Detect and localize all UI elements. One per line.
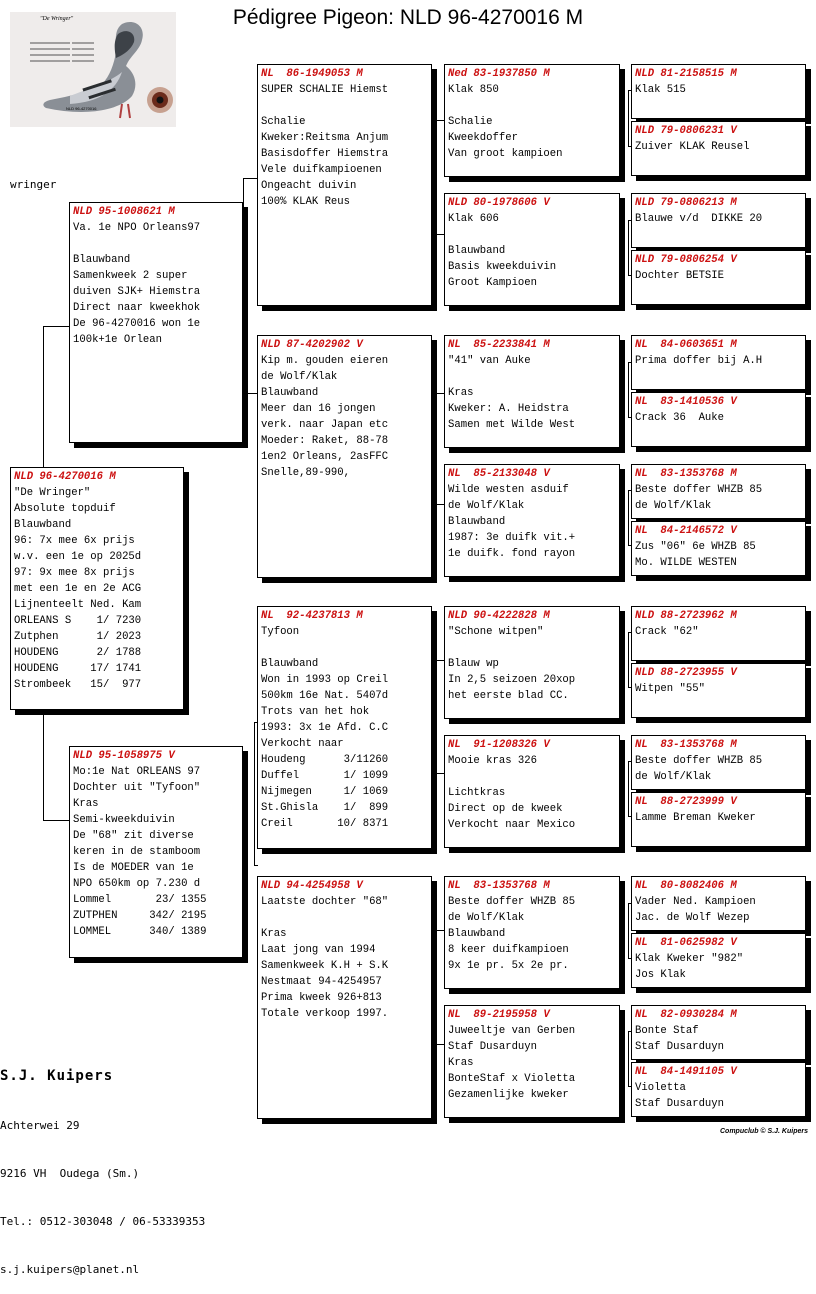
- bird-info-line: Groot Kampioen: [448, 277, 538, 289]
- bird-info-line: 1e duifk. fond rayon: [448, 548, 576, 560]
- bird-info-line: ORLEANS S 1/ 7230: [14, 615, 142, 627]
- ring-number: NLD 95-1058975 V: [73, 750, 175, 762]
- bird-info-line: Crack 36 Auke: [635, 412, 725, 424]
- bird-info-line: Va. 1e NPO Orleans97: [73, 222, 201, 234]
- bird-info-line: Violetta: [635, 1082, 686, 1094]
- bird-info-line: Bonte Staf: [635, 1025, 699, 1037]
- ring-number: NL 89-2195958 V: [448, 1009, 550, 1021]
- bird-info-line: de Wolf/Klak: [635, 500, 712, 512]
- pedigree-box-ff-father: [444, 64, 620, 177]
- bird-info-line: "De Wringer": [14, 487, 91, 499]
- bird-info-line: Blauwband: [448, 928, 506, 940]
- bird-info-line: Lamme Breman Kweker: [635, 812, 756, 824]
- ring-number: NL 84-0603651 M: [635, 339, 737, 351]
- ring-number: NL 92-4237813 M: [261, 610, 363, 622]
- bird-info-line: "Schone witpen": [448, 626, 544, 638]
- bird-info-line: 1en2 Orleans, 2asFFC: [261, 451, 389, 463]
- bird-info-line: Nijmegen 1/ 1069: [261, 786, 389, 798]
- bird-info-line: [448, 769, 616, 785]
- bird-info-line: Blauwband: [261, 387, 319, 399]
- bird-info-line: Mo:1e Nat ORLEANS 97: [73, 766, 201, 778]
- bird-info-line: [261, 640, 428, 656]
- bird-info-line: Lichtkras: [448, 787, 506, 799]
- pedigree-box-gg-2: [631, 121, 806, 176]
- ring-number: NLD 87-4202902 V: [261, 339, 363, 351]
- bird-info-line: Schalie: [261, 116, 306, 128]
- bird-info-line: Tyfoon: [261, 626, 300, 638]
- pedigree-box-mf-father: [444, 606, 620, 719]
- bird-info-line: Verkocht naar Mexico: [448, 819, 576, 831]
- bird-info-line: De "68" zit diverse: [73, 830, 194, 842]
- bird-info-line: Kweker:Reitsma Anjum: [261, 132, 389, 144]
- bird-info-line: Blauwband: [14, 519, 72, 531]
- bird-info-line: Samenkweek K.H + S.K: [261, 960, 389, 972]
- ring-number: NLD 79-0806254 V: [635, 254, 737, 266]
- bird-info-line: Kweker: A. Heidstra: [448, 403, 569, 415]
- ring-number: NLD 81-2158515 M: [635, 68, 737, 80]
- bird-info-line: Crack "62": [635, 626, 699, 638]
- bird-info-line: Nestmaat 94-4254957: [261, 976, 382, 988]
- bird-info-line: Duffel 1/ 1099: [261, 770, 389, 782]
- bird-info-line: Kras: [73, 798, 99, 810]
- bird-info-line: Vader Ned. Kampioen: [635, 896, 756, 908]
- bird-info-line: Totale verkoop 1997.: [261, 1008, 389, 1020]
- pedigree-box-gg-14: [631, 933, 806, 988]
- bird-info-line: Beste doffer WHZB 85: [635, 755, 763, 767]
- bird-info-line: Lijnenteelt Ned. Kam: [14, 599, 142, 611]
- bird-info-line: Strombeek 15/ 977: [14, 679, 142, 691]
- bird-info-line: Van groot kampioen: [448, 148, 563, 160]
- bird-info-line: de Wolf/Klak: [448, 912, 525, 924]
- ring-number: NLD 90-4222828 M: [448, 610, 550, 622]
- pedigree-box-gg-13: [631, 876, 806, 931]
- bird-info-line: 1993: 3x 1e Afd. C.C: [261, 722, 389, 734]
- pedigree-box-father: [69, 202, 243, 443]
- bird-info-line: [448, 369, 616, 385]
- bird-info-line: Mo. WILDE WESTEN: [635, 557, 737, 569]
- pedigree-box-mf-mother: [444, 735, 620, 848]
- ring-number: NL 85-2233841 M: [448, 339, 550, 351]
- bird-info-line: verk. naar Japan etc: [261, 419, 389, 431]
- bird-info-line: [448, 227, 616, 243]
- bird-info-line: Blauwband: [261, 658, 319, 670]
- ring-number: Ned 83-1937850 M: [448, 68, 550, 80]
- bird-info-line: Semi-kweekduivin: [73, 814, 175, 826]
- bird-info-line: Creil 10/ 8371: [261, 818, 389, 830]
- bird-info-line: [261, 910, 428, 926]
- bird-info-line: 1987: 3e duifk vit.+: [448, 532, 576, 544]
- bird-info-line: Blauwe v/d DIKKE 20: [635, 213, 763, 225]
- bird-info-line: Klak 515: [635, 84, 686, 96]
- pedigree-box-mother-father: [257, 606, 432, 849]
- pedigree-box-gg-3: [631, 193, 806, 248]
- bird-info-line: "41" van Auke: [448, 355, 531, 367]
- ring-number: NL 82-0930284 M: [635, 1009, 737, 1021]
- bird-info-line: SUPER SCHALIE Hiemst: [261, 84, 389, 96]
- bird-info-line: [73, 236, 239, 252]
- pedigree-box-ff-mother: [444, 193, 620, 306]
- bird-info-line: HOUDENG 17/ 1741: [14, 663, 142, 675]
- bird-info-line: Laat jong van 1994: [261, 944, 376, 956]
- ring-number: NLD 88-2723955 V: [635, 667, 737, 679]
- ring-number: NL 91-1208326 V: [448, 739, 550, 751]
- bird-info-line: Staf Dusarduyn: [635, 1098, 725, 1110]
- bird-info-line: Blauwband: [448, 516, 506, 528]
- bird-info-line: [448, 98, 616, 114]
- owner-address: Achterwei 29: [0, 1119, 80, 1132]
- pedigree-box-gg-1: [631, 64, 806, 119]
- owner-name: S.J. Kuipers: [0, 1068, 114, 1084]
- bird-info-line: Ongeacht duivin: [261, 180, 357, 192]
- ring-number: NL 83-1353768 M: [635, 739, 737, 751]
- bird-info-line: Snelle,89-990,: [261, 467, 351, 479]
- bird-info-line: Basisdoffer Hiemstra: [261, 148, 389, 160]
- bird-info-line: de Wolf/Klak: [448, 500, 525, 512]
- pedigree-box-gg-11: [631, 735, 806, 790]
- ring-number: NLD 94-4254958 V: [261, 880, 363, 892]
- bird-info-line: Schalie: [448, 116, 493, 128]
- bird-info-line: Beste doffer WHZB 85: [448, 896, 576, 908]
- bird-info-line: [261, 98, 428, 114]
- bird-info-line: Beste doffer WHZB 85: [635, 484, 763, 496]
- page-title: Pédigree Pigeon: NLD 96-4270016 M: [232, 6, 584, 29]
- pedigree-box-father-father: [257, 64, 432, 306]
- bird-info-line: Laatste dochter "68": [261, 896, 389, 908]
- pedigree-box-father-mother: [257, 335, 432, 578]
- bird-info-line: Won in 1993 op Creil: [261, 674, 389, 686]
- bird-info-line: Blauw wp: [448, 658, 499, 670]
- bird-info-line: Klak Kweker "982": [635, 953, 744, 965]
- bird-info-line: ZUTPHEN 342/ 2195: [73, 910, 207, 922]
- pedigree-box-mother-mother: [257, 876, 432, 1119]
- bird-info-line: LOMMEL 340/ 1389: [73, 926, 207, 938]
- bird-info-line: met een 1e en 2e ACG: [14, 583, 142, 595]
- bird-info-line: w.v. een 1e op 2025d: [14, 551, 142, 563]
- pedigree-box-gg-9: [631, 606, 806, 661]
- bird-info-line: Witpen "55": [635, 683, 705, 695]
- ring-number: NLD 96-4270016 M: [14, 471, 116, 483]
- ring-number: NL 83-1410536 V: [635, 396, 737, 408]
- bird-info-line: NPO 650km op 7.230 d: [73, 878, 201, 890]
- bird-info-line: 96: 7x mee 6x prijs: [14, 535, 135, 547]
- bird-info-line: Direct naar kweekhok: [73, 302, 201, 314]
- bird-info-line: Lommel 23/ 1355: [73, 894, 207, 906]
- bird-info-line: Klak 850: [448, 84, 499, 96]
- owner-phone: Tel.: 0512-303048 / 06-53339353: [0, 1215, 206, 1228]
- bird-info-line: Kip m. gouden eieren: [261, 355, 389, 367]
- bird-info-line: Jac. de Wolf Wezep: [635, 912, 750, 924]
- pigeon-nickname: wringer: [10, 178, 57, 191]
- pedigree-box-gg-7: [631, 464, 806, 519]
- pedigree-box-fm-father: [444, 335, 620, 448]
- bird-info-line: Zus "06" 6e WHZB 85: [635, 541, 756, 553]
- bird-info-line: Moeder: Raket, 88-78: [261, 435, 389, 447]
- owner-city: 9216 VH Oudega (Sm.): [0, 1167, 140, 1180]
- bird-info-line: Jos Klak: [635, 969, 686, 981]
- ring-number: NLD 88-2723962 M: [635, 610, 737, 622]
- bird-info-line: Direct op de kweek: [448, 803, 563, 815]
- ring-number: NL 84-2146572 V: [635, 525, 737, 537]
- ring-number: NL 84-1491105 V: [635, 1066, 737, 1078]
- ring-number: NL 88-2723999 V: [635, 796, 737, 808]
- photo-ring: NLD 96-4270016: [66, 106, 97, 111]
- bird-info-line: 8 keer duifkampioen: [448, 944, 569, 956]
- bird-info-line: Basis kweekduivin: [448, 261, 557, 273]
- pedigree-box-fm-mother: [444, 464, 620, 577]
- bird-info-line: Houdeng 3/11260: [261, 754, 389, 766]
- bird-info-line: Dochter BETSIE: [635, 270, 725, 282]
- ring-number: NL 83-1353768 M: [448, 880, 550, 892]
- bird-info-line: Zutphen 1/ 2023: [14, 631, 142, 643]
- bird-info-line: Meer dan 16 jongen: [261, 403, 376, 415]
- bird-info-line: Staf Dusarduyn: [635, 1041, 725, 1053]
- owner-email[interactable]: s.j.kuipers@planet.nl: [0, 1263, 140, 1276]
- bird-info-line: duiven SJK+ Hiemstra: [73, 286, 201, 298]
- ring-number: NLD 95-1008621 M: [73, 206, 175, 218]
- bird-info-line: Verkocht naar: [261, 738, 344, 750]
- bird-info-line: In 2,5 seizoen 20xop: [448, 674, 576, 686]
- ring-number: NL 80-8082406 M: [635, 880, 737, 892]
- ring-number: NL 83-1353768 M: [635, 468, 737, 480]
- bird-info-line: 97: 9x mee 8x prijs: [14, 567, 135, 579]
- bird-info-line: Klak 606: [448, 213, 499, 225]
- bird-info-line: [448, 640, 616, 656]
- bird-info-line: Mooie kras 326: [448, 755, 538, 767]
- pedigree-box-gg-4: [631, 250, 806, 305]
- bird-info-line: Wilde westen asduif: [448, 484, 569, 496]
- bird-info-line: Samenkweek 2 super: [73, 270, 188, 282]
- bird-info-line: het eerste blad CC.: [448, 690, 569, 702]
- bird-info-line: Zuiver KLAK Reusel: [635, 141, 750, 153]
- ring-number: NLD 79-0806231 V: [635, 125, 737, 137]
- pedigree-box-mm-father: [444, 876, 620, 989]
- pedigree-box-gg-10: [631, 663, 806, 718]
- bird-info-line: De 96-4270016 won 1e: [73, 318, 201, 330]
- bird-info-line: Kras: [261, 928, 287, 940]
- ring-number: NLD 80-1978606 V: [448, 197, 550, 209]
- ring-number: NL 86-1949053 M: [261, 68, 363, 80]
- pedigree-box-subject: [10, 467, 184, 710]
- bird-info-line: Kweekdoffer: [448, 132, 518, 144]
- photo-caption: "De Wringer": [40, 16, 74, 22]
- bird-info-line: Prima doffer bij A.H: [635, 355, 763, 367]
- bird-info-line: Juweeltje van Gerben: [448, 1025, 576, 1037]
- pedigree-box-gg-16: [631, 1062, 806, 1117]
- bird-info-line: Prima kweek 926+813: [261, 992, 382, 1004]
- bird-info-line: Vele duifkampioenen: [261, 164, 382, 176]
- bird-info-line: 100k+1e Orlean: [73, 334, 163, 346]
- bird-info-line: 100% KLAK Reus: [261, 196, 351, 208]
- bird-info-line: Trots van het hok: [261, 706, 370, 718]
- pedigree-box-gg-12: [631, 792, 806, 847]
- bird-info-line: BonteStaf x Violetta: [448, 1073, 576, 1085]
- bird-info-line: Blauwband: [448, 245, 506, 257]
- bird-info-line: keren in de stamboom: [73, 846, 201, 858]
- ring-number: NL 85-2133048 V: [448, 468, 550, 480]
- bird-info-line: Absolute topduif: [14, 503, 116, 515]
- footer-credit: Compuclub © S.J. Kuipers: [719, 1128, 808, 1135]
- pigeon-photo: [10, 12, 176, 127]
- bird-info-line: Gezamenlijke kweker: [448, 1089, 569, 1101]
- bird-info-line: Dochter uit "Tyfoon": [73, 782, 201, 794]
- bird-info-line: 9x 1e pr. 5x 2e pr.: [448, 960, 569, 972]
- pedigree-box-gg-6: [631, 392, 806, 447]
- bird-info-line: de Wolf/Klak: [261, 371, 338, 383]
- pedigree-box-mother: [69, 746, 243, 958]
- ring-number: NL 81-0625982 V: [635, 937, 737, 949]
- pedigree-box-gg-15: [631, 1005, 806, 1060]
- owner-block: [0, 1034, 205, 1294]
- bird-info-line: HOUDENG 2/ 1788: [14, 647, 142, 659]
- bird-info-line: Samen met Wilde West: [448, 419, 576, 431]
- bird-info-line: 500km 16e Nat. 5407d: [261, 690, 389, 702]
- pedigree-box-mm-mother: [444, 1005, 620, 1118]
- bird-info-line: Blauwband: [73, 254, 131, 266]
- pedigree-box-gg-8: [631, 521, 806, 576]
- ring-number: NLD 79-0806213 M: [635, 197, 737, 209]
- bird-info-line: Kras: [448, 387, 474, 399]
- bird-info-line: Staf Dusarduyn: [448, 1041, 538, 1053]
- pedigree-box-gg-5: [631, 335, 806, 390]
- bird-info-line: Kras: [448, 1057, 474, 1069]
- bird-info-line: Is de MOEDER van 1e: [73, 862, 194, 874]
- bird-info-line: St.Ghisla 1/ 899: [261, 802, 389, 814]
- bird-info-line: de Wolf/Klak: [635, 771, 712, 783]
